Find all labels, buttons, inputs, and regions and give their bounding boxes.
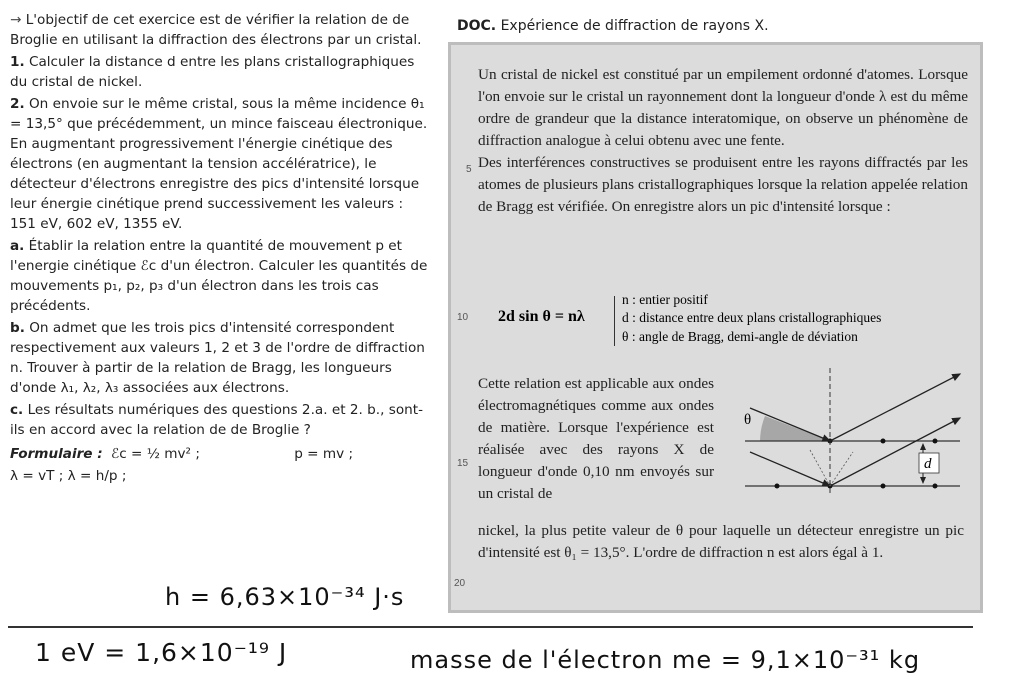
line-number-10: 10 — [457, 312, 469, 323]
formulaire: Formulaire : ℰc = ½ mv² ; p = mv ; — [10, 446, 354, 462]
doc-paragraph-2: Des interférences constructives se produisent entre les rayons diffractés par les atomes de plusieurs plans cristallographiques lorsque la relation appelée relation de Bragg est vérifiée. On enregistre alors un pic d'intensité lorsque : — [478, 154, 968, 215]
theta-label: θ — [744, 412, 752, 428]
handwritten-electron-mass: masse de l'électron me = 9,1×10⁻³¹ kg — [410, 646, 921, 674]
diffracted-ray-2 — [830, 418, 960, 486]
question-2: 2. On envoie sur le même cristal, sous la même incidence θ₁ = 13,5° que précédemment, un mince faisceau électronique. En augmentant progressivement l'énergie cinétique des électrons (en augmentant la tension accélératrice), le détecteur d'électrons enregistre des pics d'intensité lorsque leur énergie cinétique prend successivement les valeurs : 151 eV, 602 eV, 1355 eV. — [10, 96, 428, 232]
handwritten-planck: h = 6,63×10⁻³⁴ J·s — [165, 583, 405, 611]
formula-wavelength: λ = vT ; λ = h/p ; — [10, 468, 127, 484]
question-2a: a. Établir la relation entre la quantité de mouvement p et l'energie cinétique ℰc d'un électron. Calculer les quantités de mouvements p₁, p₂, p₃ d'un électron dans les trois cas précédents. — [10, 238, 428, 314]
atoms — [775, 439, 938, 489]
bragg-equation: 2d sin θ = nλ — [498, 308, 585, 325]
def-n: n : entier positif — [622, 292, 708, 307]
formula-kinetic-energy: ℰc = ½ mv² ; — [111, 446, 200, 462]
path-difference-line-1 — [810, 450, 830, 486]
diffracted-ray-1 — [830, 374, 960, 441]
line-number-15: 15 — [457, 458, 469, 469]
exercise-column — [10, 10, 428, 488]
question-2c: c. Les résultats numériques des questions 2.a. et 2. b., sont-ils en accord avec la relation de de Broglie ? — [10, 402, 424, 438]
path-difference-line-2 — [830, 452, 853, 486]
bragg-brace — [614, 296, 615, 346]
doc-paragraph-1: Un cristal de nickel est constitué par un empilement ordonné d'atomes. Lorsque l'on envoie sur le cristal un rayonnement dont la longueur d'onde λ est du même ordre de grandeur que la distance interatomique, on observe un phénomène de diffraction analogue à celui obtenu avec une fente. — [478, 66, 968, 149]
incident-ray-2 — [750, 452, 830, 486]
bragg-relation — [498, 292, 978, 348]
formula-momentum: p = mv ; — [294, 446, 354, 462]
doc-paragraph-3a: Cette relation est applicable aux ondes électromagnétiques comme aux ondes de matière. Lorsque l'expérience est réalisée avec des rayons X de longueur d'onde 0,10 nm envoyés sur un cristal de — [478, 375, 714, 503]
exercise-intro: → L'objectif de cet exercice est de vérifier la relation de de Broglie en utilisant la diffraction des électrons par un cristal. — [10, 12, 422, 48]
arrow-right-icon: → — [10, 12, 22, 28]
bragg-diagram — [735, 366, 967, 498]
def-theta: θ : angle de Bragg, demi-angle de déviation — [622, 329, 858, 344]
handwritten-electronvolt: 1 eV = 1,6×10⁻¹⁹ J — [35, 638, 288, 667]
question-2b: b. On admet que les trois pics d'intensité correspondent respectivement aux valeurs 1, 2 et 3 de l'ordre de diffraction n. Trouver à partir de la relation de Bragg, les longueurs d'onde λ₁, λ₂, λ₃ associées aux électrons. — [10, 320, 425, 396]
doc-title: DOC. Expérience de diffraction de rayons X. — [457, 18, 769, 34]
divider-line — [8, 626, 973, 628]
line-number-5: 5 — [466, 164, 472, 175]
question-1: 1. Calculer la distance d entre les plans cristallographiques du cristal de nickel. — [10, 54, 415, 90]
doc-paragraph-3b: nickel, la plus petite valeur de θ pour laquelle un détecteur enregistre un pic d'intensité est θ₁ = 13,5°. L'ordre de diffraction n est alors égal à 1. — [478, 522, 964, 562]
def-d: d : distance entre deux plans cristallographiques — [622, 310, 882, 325]
line-number-20: 20 — [454, 578, 466, 589]
doc-text-top — [478, 64, 968, 218]
d-label: d — [924, 456, 932, 472]
